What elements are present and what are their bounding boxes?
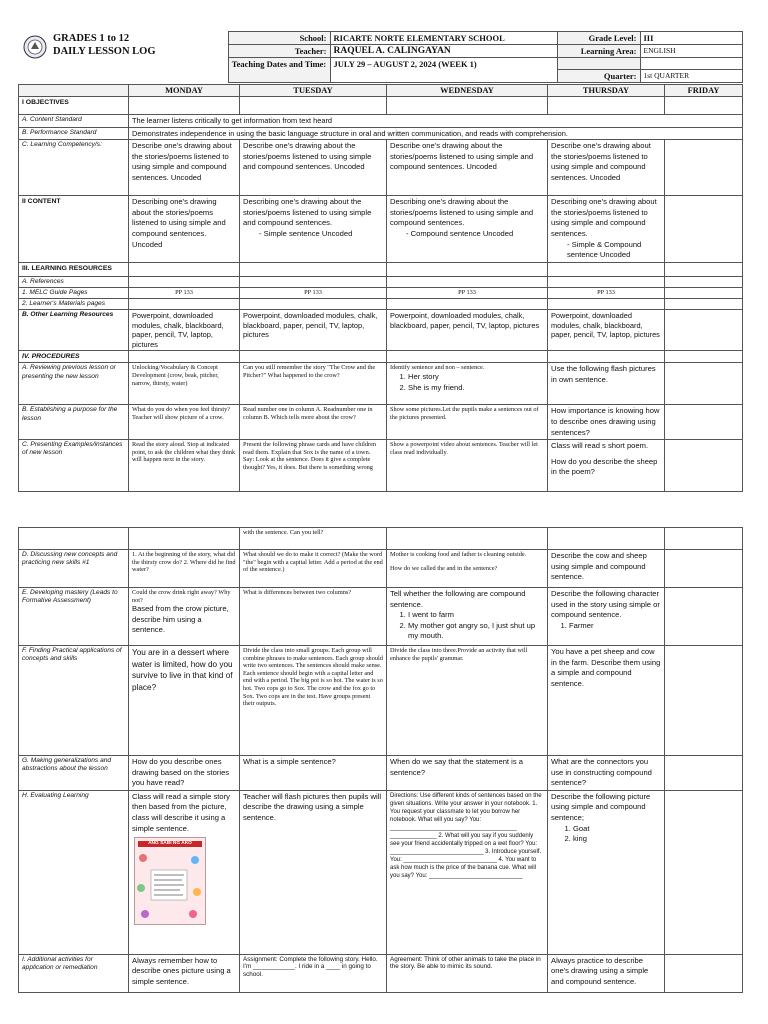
procedure-c-label: C. Presenting Examples/instances of new lesson <box>19 440 129 492</box>
grade-level-label: Grade Level: <box>557 32 640 45</box>
melc-wednesday: PP 133 <box>387 287 548 298</box>
procedure-e-thursday-item-1: 1. Farmer <box>569 621 661 632</box>
procedure-e-label: E. Developing mastery (Leads to Formative Assessment) <box>19 588 129 646</box>
quarter-label: Quarter: <box>557 70 640 83</box>
content-standard-label: A. Content Standard <box>19 115 129 127</box>
procedure-b-wednesday: Show some pictures.Let the pupils make a sentences out of the pictures presented. <box>387 405 548 440</box>
content-thursday-item: - Simple & Compound sentence Uncoded <box>567 239 642 260</box>
procedure-c-monday: Read the story aloud. Stop at indicated point, to ask the children what they think will happen next in the story. <box>129 440 240 492</box>
teacher-value: RAQUEL A. CALINGAYAN <box>330 45 557 58</box>
procedure-a-wednesday-text: Identify sentence and non – sentence. <box>390 364 485 372</box>
content-tuesday <box>240 196 387 263</box>
melc-tuesday: PP 133 <box>240 287 387 298</box>
procedure-d-wednesday <box>387 550 548 588</box>
header-branding <box>18 32 228 83</box>
procedure-a-label: A. Reviewing previous lesson or presenting the new lesson <box>19 363 129 405</box>
procedure-e-wednesday-item-1: 1. I went to farm <box>408 610 544 621</box>
procedure-e-monday-task: Based from the crow picture, describe him using a sentence. <box>132 604 229 635</box>
day-header-monday: MONDAY <box>129 85 240 97</box>
procedure-a-wednesday-item-2: 2. She is my friend. <box>408 383 544 394</box>
procedure-h-monday-text: Class will read a simple story then based from the picture, class will describe it using a simple sentence. <box>132 791 230 833</box>
procedure-f-label: F. Finding Practical applications of concepts and skills <box>19 646 129 756</box>
log-title: DAILY LESSON LOG <box>53 45 156 57</box>
learning-area-label: Learning Area: <box>557 45 640 58</box>
content-thursday-text: Describing one's drawing about the stories/poems listened to using simple and compound sentences. <box>551 197 657 238</box>
lesson-log-table-page-1 <box>18 84 742 492</box>
procedure-h-thursday-item-1: 1. Goat <box>573 824 661 835</box>
procedure-e-wednesday-text: Tell whether the following are compound sentence. <box>390 589 526 609</box>
teaching-dates-value: JULY 29 – AUGUST 2, 2024 (WEEK 1) <box>330 58 557 83</box>
procedure-h-thursday-item-2: 2. king <box>573 834 661 845</box>
procedure-g-label: G. Making generalizations and abstractions about the lesson <box>19 756 129 791</box>
day-header-friday: FRIDAY <box>665 85 743 97</box>
procedure-g-monday: How do you describe ones drawing based on the stories you have read? <box>129 756 240 791</box>
quarter-spacer <box>557 58 640 70</box>
procedure-e-monday-text: Could the crow drink right away? Why not? <box>132 589 231 604</box>
procedure-h-wednesday: Directions: Use different kinds of sentences based on the given situations. Write your answer in your notebook. 1. You request your classmate to let you borrow her notebook. What will you say? You: ______________________________________ ______________ 2. What will you say if you suddenly see your friend accidentally tripped on a wet floor? You: ____________________________ 3. Introduce yourself. You: ____________________________ 4. You want to ask how much is the price of the banana cue. What will you say? You: ____________________________ <box>387 790 548 954</box>
procedure-c-wednesday: Show a powerpoint video about sentences. Teacher will let class read individually. <box>387 440 548 492</box>
procedure-i-tuesday: Assignment: Complete the following story. Hello. I'm ____________. I ride in a ____ in going to school. <box>240 954 387 992</box>
procedure-e-thursday-text: Describe the following character used in the story using simple or compound sentence. <box>551 589 660 620</box>
procedure-c-thursday-text: Class will read s short poem. <box>551 441 649 451</box>
procedure-d-wednesday-text: Mother is cooking food and father is cleaning outside. <box>390 551 527 558</box>
competency-tuesday: Describe one's drawing about the stories/poems listened to using simple and compound sentences. Uncoded <box>240 140 387 196</box>
procedure-g-tuesday: What is a simple sentence? <box>240 756 387 791</box>
learning-competency-label: C. Learning Competency/s: <box>19 140 129 196</box>
teacher-label: Teacher: <box>228 45 330 58</box>
day-header-tuesday: TUESDAY <box>240 85 387 97</box>
references-label: A. References <box>19 276 129 287</box>
procedure-f-tuesday: Divide the class into small groups. Each group will combine phrases to make sentences. Each group should write two sentences. The sentences should make sense. Each sentence should begin with a capital letter and end with a period. The big pot is so hot. The water is so hot. Two cops go to Sox. The crow and the fox go to Sox. Two cops are in the test. Have groups present their outputs. <box>240 646 387 756</box>
content-standard-value: The learner listens critically to get information from text heard <box>129 115 743 127</box>
quarter-value: 1st QUARTER <box>640 70 742 83</box>
procedure-d-label: D. Discussing new concepts and practicing new skills #1 <box>19 550 129 588</box>
procedure-i-label: I. Additional activities for application or remediation <box>19 954 129 992</box>
procedure-h-thursday-text: Describe the following picture using simple and compound sentence; <box>551 791 651 822</box>
procedure-f-monday: You are in a dessert where water is limited, how do you survive to live in that kind of place? <box>129 646 240 756</box>
content-wednesday-text: Describing one's drawing about the stories/poems listened to using simple and compound sentences. <box>390 197 534 228</box>
procedure-i-thursday: Always practice to describe one's drawing using a simple and compound sentence. <box>548 954 665 992</box>
other-resources-monday: Powerpoint, downloaded modules, chalk, blackboard, paper, pencil, TV, laptop, pictures <box>129 310 240 351</box>
procedure-f-thursday: You have a pet sheep and cow in the farm. Describe them using a simple and compound sentence. <box>548 646 665 756</box>
learning-resources-title: III. LEARNING RESOURCES <box>19 262 129 276</box>
procedure-e-wednesday <box>387 588 548 646</box>
other-resources-wednesday: Powerpoint, downloaded modules, chalk, blackboard, paper, pencil, TV, laptop, pictures <box>387 310 548 351</box>
objectives-title: I OBJECTIVES <box>19 97 129 115</box>
procedure-g-thursday: What are the connectors you use in constructing compound sentence? <box>548 756 665 791</box>
learners-materials-label: 2. Learner's Materials pages <box>19 299 129 310</box>
procedure-e-wednesday-item-2: 2. My mother got angry so, I just shut up my mouth. <box>408 621 544 642</box>
procedure-c-tuesday-continued: with the sentence. Can you tell? <box>240 528 387 550</box>
procedure-a-tuesday: Can you still remember the story "The Crow and the Pitcher?" What happened to the crow? <box>240 363 387 405</box>
other-resources-tuesday: Powerpoint, downloaded modules, chalk, blackboard, paper, pencil, TV, laptop, pictures <box>240 310 387 351</box>
teaching-dates-label: Teaching Dates and Time: <box>228 58 330 83</box>
content-monday: Describing one's drawing about the stories/poems listened to using simple and compound sentences. Uncoded <box>129 196 240 263</box>
procedure-b-label: B. Establishing a purpose for the lesson <box>19 405 129 440</box>
procedure-b-monday: What do you do when you feel thirsty? Teacher will show picture of a crow. <box>129 405 240 440</box>
procedure-e-tuesday: What is differences between two columns? <box>240 588 387 646</box>
procedure-a-wednesday-item-1: 1. Her story <box>408 372 544 383</box>
procedure-i-wednesday: Agreement: Think of other animals to take the place in the story. Be able to mimic its sound. <box>387 954 548 992</box>
melc-thursday: PP 133 <box>548 287 665 298</box>
procedure-d-wednesday-question: How do we called the and in the sentence? <box>390 564 498 572</box>
school-value: RICARTE NORTE ELEMENTARY SCHOOL <box>330 32 557 45</box>
lesson-log-header <box>18 31 742 83</box>
poster-title: ANG SABI NG AKO <box>138 841 202 847</box>
day-header-wednesday: WEDNESDAY <box>387 85 548 97</box>
performance-standard-value: Demonstrates independence in using the basic language structure in oral and written communication, and reads with comprehension. <box>129 127 743 139</box>
learning-area-value: ENGLISH <box>640 45 742 58</box>
content-tuesday-item: - Simple sentence Uncoded <box>259 229 353 238</box>
competency-thursday: Describe one's drawing about the stories/poems listened to using simple and compound sentences. Uncoded <box>548 140 665 196</box>
competency-monday: Describe one's drawing about the stories/poems listened to using simple and compound sentences. Uncoded <box>129 140 240 196</box>
procedure-e-thursday <box>548 588 665 646</box>
content-title: II CONTENT <box>19 196 129 263</box>
procedure-f-wednesday: Divide the class into three.Provide an activity that will enhance the pupils' grammar. <box>387 646 548 756</box>
procedure-a-thursday: Use the following flash pictures in own sentence. <box>548 363 665 405</box>
procedures-title: IV. PROCEDURES <box>19 351 129 363</box>
content-wednesday <box>387 196 548 263</box>
melc-label: 1. MELC Guide Pages <box>19 287 129 298</box>
poster-decoration-icon <box>135 848 203 922</box>
procedure-b-thursday: How importance is knowing how to describe ones drawing using sentences? <box>548 405 665 440</box>
story-poster-image <box>134 837 206 925</box>
melc-monday: PP 133 <box>129 287 240 298</box>
procedure-d-thursday: Describe the cow and sheep using simple and compound sentence. <box>548 550 665 588</box>
procedure-d-tuesday: What should we do to make it correct? (Make the word "the" begin with a capital letter. Add a period at the end of the sentence.) <box>240 550 387 588</box>
procedure-i-monday: Always remember how to describe ones picture using a simple sentence. <box>129 954 240 992</box>
procedure-h-label: H. Evaluating Learning <box>19 790 129 954</box>
day-header-thursday: THURSDAY <box>548 85 665 97</box>
procedure-b-tuesday: Read number one in column A. Readnumber one in column B. Which tells more about the crow? <box>240 405 387 440</box>
procedure-c-thursday <box>548 440 665 492</box>
procedure-d-monday: 1. At the beginning of the story, what did the thirsty crow do? 2. Where did he find water? <box>129 550 240 588</box>
procedure-a-monday: Unlocking/Vocabulary & Concept Development (crow, beak, pitcher, narrow, thirsty, water) <box>129 363 240 405</box>
performance-standard-label: B. Performance Standard <box>19 127 129 139</box>
other-resources-thursday: Powerpoint, downloaded modules, chalk, blackboard, paper, pencil, TV, laptop, pictures <box>548 310 665 351</box>
lesson-log-table-page-2 <box>18 527 742 993</box>
procedure-a-wednesday <box>387 363 548 405</box>
content-wednesday-item: - Compound sentence Uncoded <box>406 229 514 238</box>
deped-seal-icon <box>23 35 47 59</box>
procedure-h-monday <box>129 790 240 954</box>
competency-wednesday: Describe one's drawing about the stories/poems listened to using simple and compound sentences. Uncoded <box>387 140 548 196</box>
other-resources-label: B. Other Learning Resources <box>19 310 129 351</box>
procedure-c-thursday-question: How do you describe the sheep in the poem? <box>551 456 658 477</box>
procedure-h-thursday <box>548 790 665 954</box>
school-label: School: <box>228 32 330 45</box>
procedure-e-monday <box>129 588 240 646</box>
content-tuesday-text: Describing one's drawing about the stories/poems listened to using simple and compound sentences. <box>243 197 372 228</box>
procedure-g-wednesday: When do we say that the statement is a sentence? <box>387 756 548 791</box>
content-thursday <box>548 196 665 263</box>
quarter-spacer-value <box>640 58 742 70</box>
grades-label: GRADES 1 to 12 <box>53 32 130 44</box>
procedure-h-tuesday: Teacher will flash pictures then pupils will describe the drawing using a simple sentence. <box>240 790 387 954</box>
grade-level-value: III <box>640 32 742 45</box>
procedure-c-tuesday: Present the following phrase cards and have children read them. Explain that Sox is the name of a town. Say: Look at the sentence. Does it give a complete thought? Yes, it does. But there is something wrong <box>240 440 387 492</box>
day-header-blank <box>19 85 129 97</box>
